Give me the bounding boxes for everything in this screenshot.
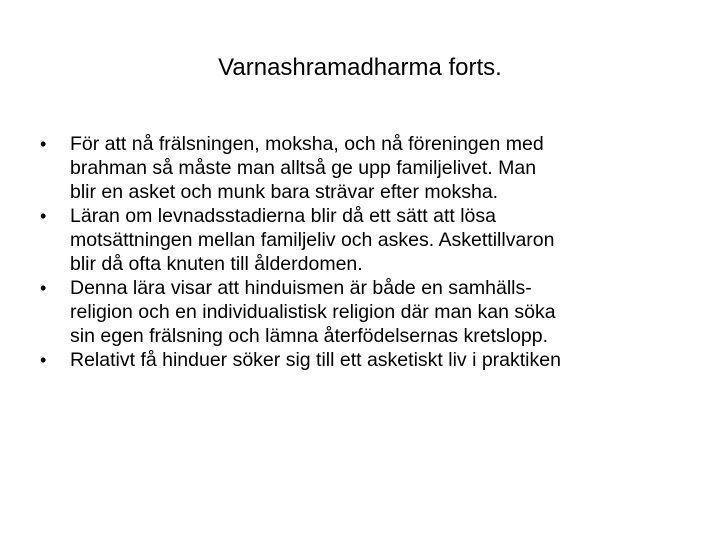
bullet-list <box>40 132 690 372</box>
bullet-icon: • <box>40 278 47 298</box>
bullet-icon: • <box>40 350 47 370</box>
bullet-item <box>40 204 690 276</box>
bullet-text-line: Denna lära visar att hinduismen är både en samhälls- <box>70 277 532 299</box>
bullet-text-line: Läran om levnadsstadierna blir då ett sätt att lösa <box>70 205 496 227</box>
bullet-text-line: sin egen frälsning och lämna återfödelsernas kretslopp. <box>70 325 549 347</box>
bullet-text-line: religion och en individualistisk religion där man kan söka <box>70 301 556 323</box>
bullet-item <box>40 276 690 348</box>
bullet-text-line: För att nå frälsningen, moksha, och nå föreningen med <box>70 133 544 155</box>
bullet-icon: • <box>40 206 47 226</box>
bullet-item <box>40 348 690 372</box>
bullet-text-line: blir en asket och munk bara strävar efter moksha. <box>70 181 499 203</box>
slide-title: Varnashramadharma forts. <box>218 54 502 81</box>
bullet-item <box>40 132 690 204</box>
bullet-text-line: motsättningen mellan familjeliv och askes. Askettillvaron <box>70 229 555 251</box>
bullet-text-line: blir då ofta knuten till ålderdomen. <box>70 253 363 275</box>
bullet-text-line: brahman så måste man alltså ge upp familjelivet. Man <box>70 157 537 179</box>
bullet-icon: • <box>40 134 47 154</box>
bullet-text-line: Relativt få hinduer söker sig till ett asketiskt liv i praktiken <box>70 349 561 371</box>
